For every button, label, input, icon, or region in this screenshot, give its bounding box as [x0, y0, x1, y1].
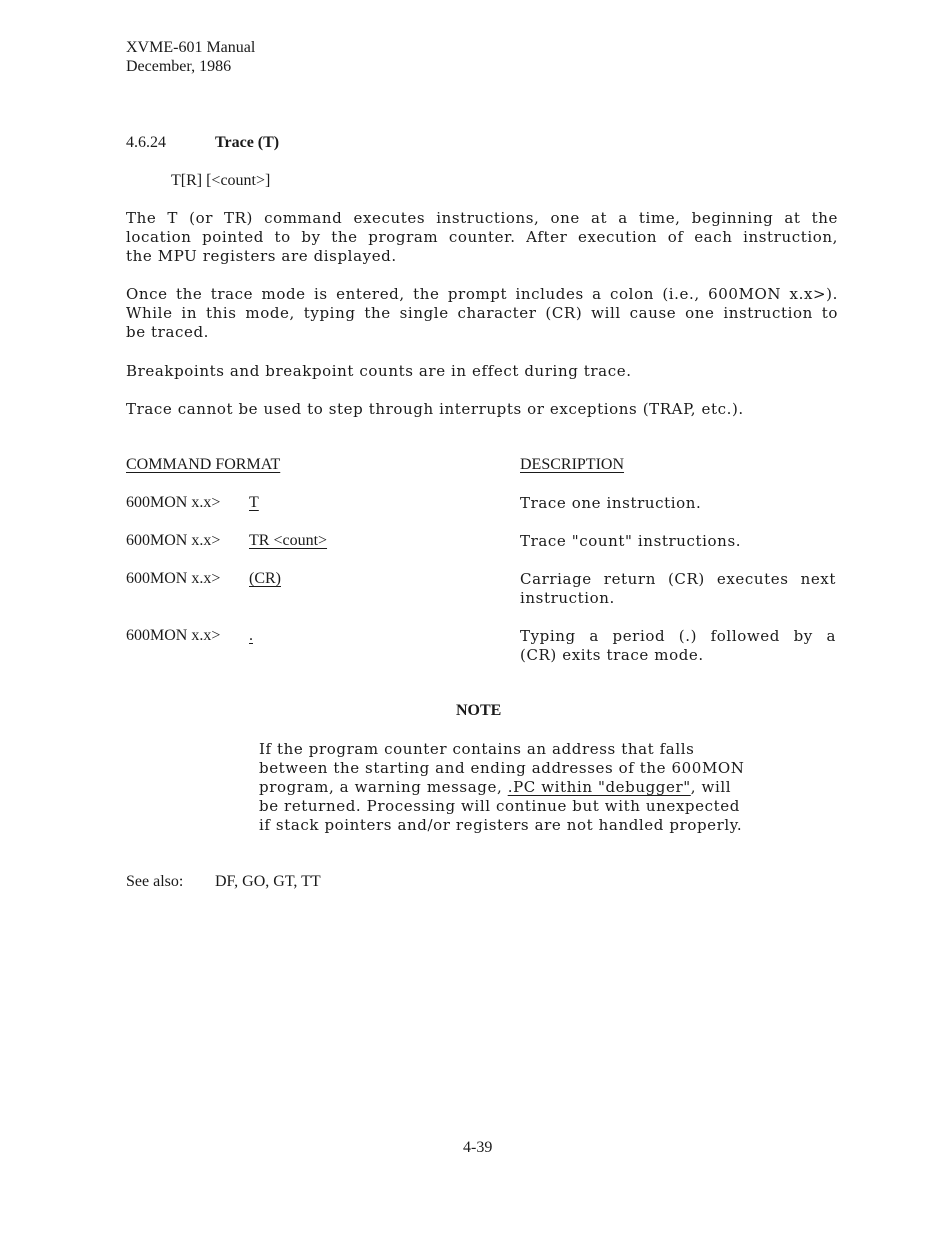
note-line: between the starting and ending addresses of the 600MON: [259, 759, 745, 777]
table-row-command: (CR): [249, 570, 281, 587]
table-row-command: TR <count>: [249, 532, 328, 549]
table-row-description: [520, 570, 836, 608]
see-also-label: See also:: [126, 873, 184, 890]
paragraph-1-line: The T (or TR) command executes instructions, one at a time, beginning at the: [126, 209, 838, 227]
command-format-header: COMMAND FORMAT: [126, 456, 281, 473]
paragraph-3: Breakpoints and breakpoint counts are in effect during trace.: [126, 362, 632, 380]
manual-title: XVME-601 Manual: [126, 39, 256, 56]
page-number: 4-39: [463, 1139, 493, 1156]
paragraph-2-line: While in this mode, typing the single character (CR) will cause one instruction to: [126, 304, 838, 322]
table-row-prompt: 600MON x.x>: [126, 532, 221, 549]
description-line: (CR) exits trace mode.: [520, 646, 704, 664]
note-line-text: , will: [690, 778, 732, 796]
note-line: if stack pointers and/or registers are not handled properly.: [259, 816, 743, 834]
paragraph-2-line: Once the trace mode is entered, the prompt includes a colon (i.e., 600MON x.x>).: [126, 285, 838, 303]
paragraph-1: [126, 209, 838, 266]
description-line: instruction.: [520, 589, 615, 607]
table-row-description: [520, 627, 836, 665]
manual-date: December, 1986: [126, 58, 232, 75]
paragraph-2-line: be traced.: [126, 323, 210, 341]
description-line: Trace "count" instructions.: [520, 532, 742, 550]
paragraph-4: Trace cannot be used to step through interrupts or exceptions (TRAP, etc.).: [126, 400, 744, 418]
paragraph-1-line: location pointed to by the program counter. After execution of each instruction,: [126, 228, 838, 246]
section-number: 4.6.24: [126, 134, 166, 151]
note-title: NOTE: [456, 702, 502, 719]
description-line: Typing a period (.) followed by a: [520, 627, 836, 645]
table-row-command: .: [249, 627, 253, 644]
command-syntax: T[R] [<count>]: [171, 172, 271, 189]
table-row-prompt: 600MON x.x>: [126, 627, 221, 644]
note-line: be returned. Processing will continue but with unexpected: [259, 797, 740, 815]
note-line: If the program counter contains an address that falls: [259, 740, 695, 758]
paragraph-1-line: the MPU registers are displayed.: [126, 247, 397, 265]
paragraph-2: [126, 285, 838, 342]
table-row-description: [520, 532, 836, 551]
see-also-list: DF, GO, GT, TT: [215, 873, 321, 890]
table-row-description: [520, 494, 836, 513]
note-line: [259, 778, 745, 797]
description-header: DESCRIPTION: [520, 456, 625, 473]
description-line: Carriage return (CR) executes next: [520, 570, 836, 588]
table-row-command: T: [249, 494, 259, 511]
warning-message: .PC within "debugger": [507, 778, 691, 796]
section-title: Trace (T): [215, 134, 280, 151]
note-body: [259, 740, 745, 835]
table-row-prompt: 600MON x.x>: [126, 570, 221, 587]
table-row-prompt: 600MON x.x>: [126, 494, 221, 511]
description-line: Trace one instruction.: [520, 494, 702, 512]
note-line-text: program, a warning message,: [259, 778, 503, 796]
